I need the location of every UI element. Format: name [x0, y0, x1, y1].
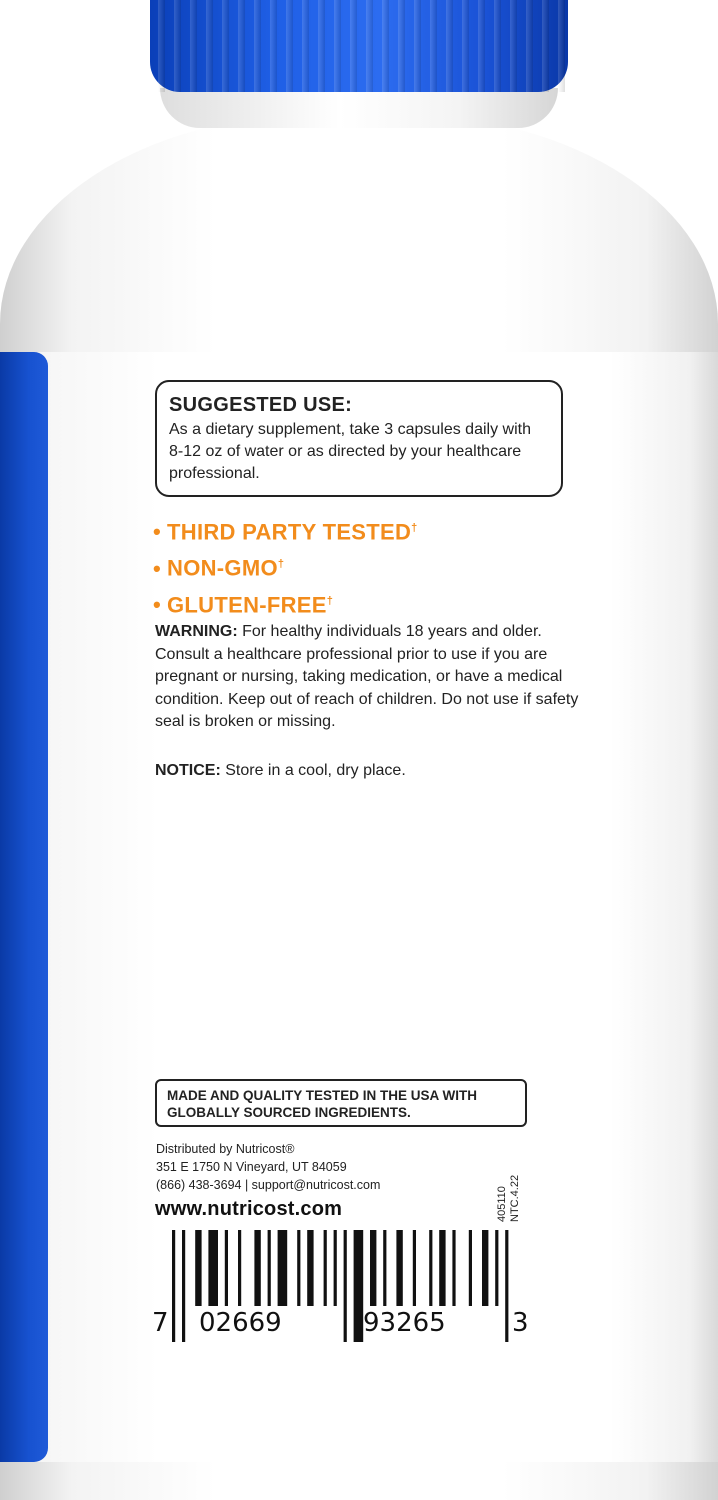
cap-ridge [174, 0, 181, 92]
distributor-name: Distributed by Nutricost® [156, 1142, 295, 1156]
barcode-bar [254, 1230, 260, 1306]
made-in-usa-box: MADE AND QUALITY TESTED IN THE USA WITH GLOBALLY SOURCED INGREDIENTS. [155, 1079, 527, 1127]
warning-text [155, 621, 580, 734]
notice-text [155, 760, 580, 782]
barcode-bar [370, 1230, 376, 1306]
cap-ridge [238, 0, 245, 92]
notice-heading: NOTICE: [155, 762, 221, 779]
cap-ridge [318, 0, 325, 92]
cap-ridge [350, 0, 357, 92]
barcode-bar [307, 1230, 313, 1306]
barcode-bar [383, 1230, 386, 1306]
barcode-digit-right: 3 [512, 1308, 529, 1338]
lot-number: 405110 [496, 1186, 508, 1222]
website-url: www.nutricost.com [155, 1198, 343, 1220]
cap-ridge [382, 0, 389, 92]
bottle-cap [150, 0, 568, 92]
barcode-bar [324, 1230, 327, 1306]
ntc-code: NTC.4.22 [509, 1174, 521, 1222]
barcode-bar [495, 1230, 498, 1306]
claim-third-party-tested: • THIRD PARTY TESTED† [153, 519, 418, 545]
barcode-digit-left: 7 [152, 1308, 169, 1338]
barcode-bar [439, 1230, 445, 1306]
barcode-bar [334, 1230, 337, 1306]
barcode-bar [344, 1230, 347, 1342]
barcode-bar [182, 1230, 185, 1342]
cap-ridge [398, 0, 405, 92]
barcode-bar [208, 1230, 218, 1306]
bottle-neck [160, 88, 558, 128]
barcode-bar [413, 1230, 416, 1306]
barcode-bar [505, 1230, 508, 1342]
cap-ridge [254, 0, 261, 92]
suggested-use-text: As a dietary supplement, take 3 capsules daily with 8-12 oz of water or as directed by your healthcare professional. [169, 421, 531, 482]
barcode-bar [238, 1230, 241, 1306]
cap-ridge [302, 0, 309, 92]
suggested-use-box [155, 380, 563, 497]
barcode-bar [172, 1230, 175, 1342]
bullet-dot: • [153, 519, 162, 545]
cap-ridge [430, 0, 437, 92]
barcode-bar [297, 1230, 300, 1306]
distributor-contact: (866) 438-3694 | support@nutricost.com [156, 1178, 381, 1192]
cap-ridge [158, 0, 165, 92]
cap-ridge [190, 0, 197, 92]
cap-ridge [286, 0, 293, 92]
cap-ridge [478, 0, 485, 92]
distributor-address: 351 E 1750 N Vineyard, UT 84059 [156, 1160, 347, 1174]
barcode-bar [354, 1230, 364, 1342]
barcode-bar [225, 1230, 228, 1306]
warning-body: For healthy individuals 18 years and older. Consult a healthcare professional prior to use if you are pregnant or nursing, taking medication, or have a medical condition. Keep out of reach of children. Do not use if safety seal is broken or missing. [155, 623, 579, 730]
cap-ridge [494, 0, 501, 92]
cap-ridge [542, 0, 549, 92]
warning-heading: WARNING: [155, 623, 238, 640]
label-blue-strip [0, 352, 48, 1462]
bullet-dot: • [153, 555, 162, 581]
barcode-group-2: 93265 [363, 1308, 446, 1338]
barcode-group-1: 02669 [199, 1308, 282, 1338]
cap-ridge [526, 0, 533, 92]
notice-body: Store in a cool, dry place. [225, 762, 406, 779]
cap-ridge [462, 0, 469, 92]
barcode-bar [452, 1230, 455, 1306]
barcode-bar [482, 1230, 488, 1306]
distributor-info [156, 1140, 476, 1194]
suggested-use-title: SUGGESTED USE: [169, 394, 353, 416]
barcode-bar [396, 1230, 402, 1306]
cap-ridge [222, 0, 229, 92]
claim-gluten-free: • GLUTEN-FREE† [153, 591, 334, 617]
claim-non-gmo: • NON-GMO† [153, 555, 285, 581]
barcode-bar [195, 1230, 201, 1306]
cap-ridge [206, 0, 213, 92]
bullet-dot: • [153, 591, 162, 617]
cap-ridge [510, 0, 517, 92]
cap-ridge [446, 0, 453, 92]
cap-ridge [270, 0, 277, 92]
cap-ridge [558, 0, 565, 92]
barcode-bar [429, 1230, 432, 1306]
barcode-bar [469, 1230, 472, 1306]
cap-ridge [414, 0, 421, 92]
cap-ridge [366, 0, 373, 92]
lot-code [496, 1175, 522, 1222]
claims-list [153, 512, 603, 621]
cap-ridge [334, 0, 341, 92]
barcode-bar [278, 1230, 288, 1306]
barcode-bar [268, 1230, 271, 1306]
